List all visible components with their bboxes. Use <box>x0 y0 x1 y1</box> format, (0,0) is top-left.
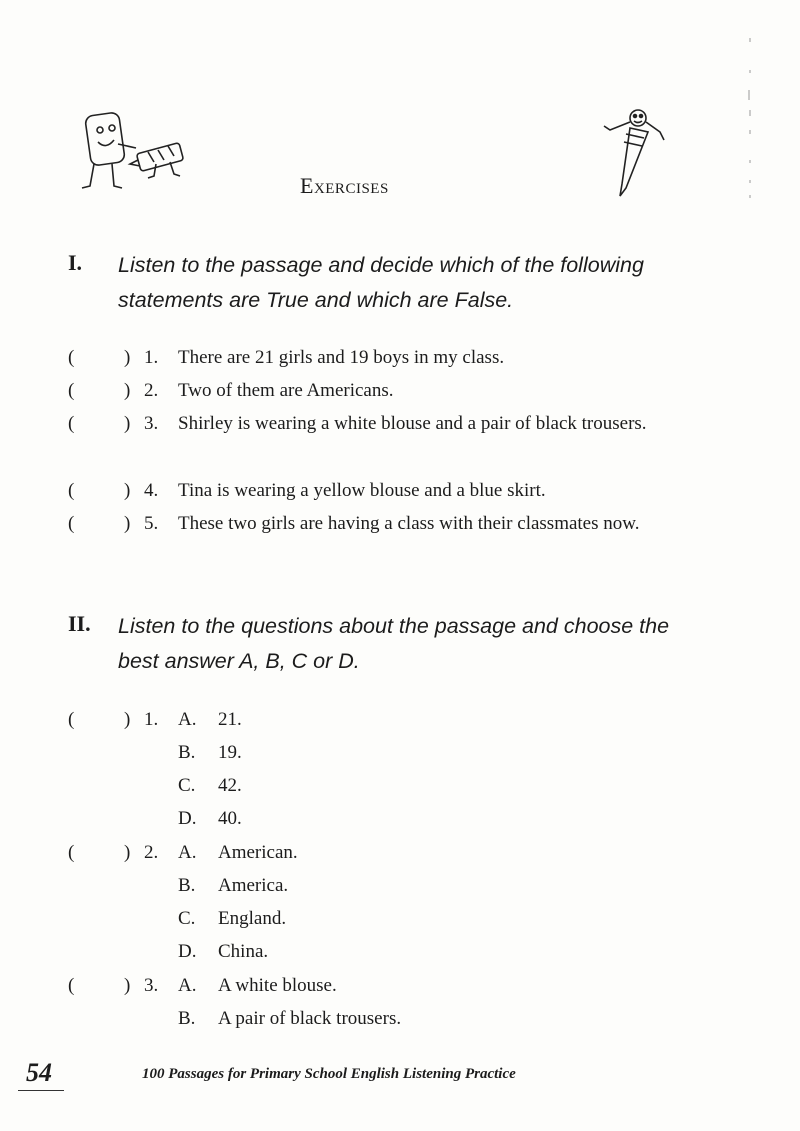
pencil-character-icon <box>600 104 670 200</box>
section-1-number: I. <box>68 250 83 275</box>
section-2-header <box>68 609 708 679</box>
statement-number: 5. <box>144 513 159 534</box>
section-2-instruction: Listen to the questions about the passage and choose the best answer A, B, C or D. <box>118 614 670 673</box>
option-letter: B. <box>178 875 196 896</box>
answer-paren-right: ) <box>124 380 131 401</box>
question-3-option-b <box>68 1002 568 1035</box>
statement-item-3 <box>68 407 708 473</box>
answer-paren-right: ) <box>124 709 131 730</box>
answer-paren-right: ) <box>124 842 131 863</box>
statement-text: Shirley is wearing a white blouse and a pair of black trousers. <box>178 413 647 434</box>
option-text: America. <box>218 875 289 896</box>
option-text: American. <box>218 842 298 863</box>
option-letter: B. <box>178 742 196 763</box>
answer-paren-right: ) <box>124 480 131 501</box>
answer-paren-left: ( <box>68 975 75 996</box>
answer-paren-left: ( <box>68 709 75 730</box>
statement-number: 4. <box>144 480 159 501</box>
statement-text: Tina is wearing a yellow blouse and a blue skirt. <box>178 480 546 501</box>
option-text: A white blouse. <box>218 975 337 996</box>
answer-paren-left: ( <box>68 413 75 434</box>
option-letter: A. <box>178 975 197 996</box>
page-number: 54 <box>26 1058 52 1087</box>
statement-text: Two of them are Americans. <box>178 380 394 401</box>
option-letter: B. <box>178 1008 196 1029</box>
option-text: 42. <box>218 775 242 796</box>
book-title-footer: 100 Passages for Primary School English Listening Practice <box>142 1066 516 1082</box>
answer-paren-right: ) <box>124 975 131 996</box>
answer-paren-left: ( <box>68 347 75 368</box>
answer-paren-right: ) <box>124 413 131 434</box>
statement-item-1 <box>68 341 708 374</box>
question-2-option-c <box>68 902 568 935</box>
question-1-option-c <box>68 769 568 802</box>
option-text: A pair of black trousers. <box>218 1008 402 1029</box>
page-title: Exercises <box>300 172 389 198</box>
statement-number: 1. <box>144 347 159 368</box>
question-2-option-a <box>68 836 568 869</box>
question-number: 1. <box>144 709 159 730</box>
page-number-rule <box>18 1090 64 1091</box>
statement-item-5 <box>68 507 708 573</box>
answer-paren-left: ( <box>68 513 75 534</box>
question-1-option-a <box>68 703 568 736</box>
question-1-option-d <box>68 802 568 835</box>
option-text: China. <box>218 941 269 962</box>
statement-item-2 <box>68 374 708 407</box>
statement-text: These two girls are having a class with their classmates now. <box>178 513 640 534</box>
statement-number: 2. <box>144 380 159 401</box>
option-text: 21. <box>218 709 242 730</box>
answer-paren-left: ( <box>68 842 75 863</box>
answer-paren-right: ) <box>124 347 131 368</box>
cartoon-character-pencil-icon <box>78 108 198 198</box>
answer-paren-right: ) <box>124 513 131 534</box>
option-letter: D. <box>178 808 197 829</box>
question-number: 3. <box>144 975 159 996</box>
section-1-instruction: Listen to the passage and decide which of the following statements are True and which are False. <box>118 253 644 312</box>
option-text: 40. <box>218 808 242 829</box>
section-2-number: II. <box>68 611 91 636</box>
section-1-header <box>68 248 708 318</box>
statement-item-4 <box>68 474 708 507</box>
option-letter: D. <box>178 941 197 962</box>
answer-paren-left: ( <box>68 380 75 401</box>
question-1-option-b <box>68 736 568 769</box>
statement-number: 3. <box>144 413 159 434</box>
question-number: 2. <box>144 842 159 863</box>
option-letter: C. <box>178 908 196 929</box>
option-letter: A. <box>178 709 197 730</box>
option-letter: C. <box>178 775 196 796</box>
question-2-option-d <box>68 935 568 968</box>
option-text: 19. <box>218 742 242 763</box>
answer-paren-left: ( <box>68 480 75 501</box>
question-2-option-b <box>68 869 568 902</box>
scan-edge-marks <box>740 30 760 200</box>
question-3-option-a <box>68 969 568 1002</box>
statement-text: There are 21 girls and 19 boys in my class. <box>178 347 505 368</box>
option-letter: A. <box>178 842 197 863</box>
option-text: England. <box>218 908 287 929</box>
